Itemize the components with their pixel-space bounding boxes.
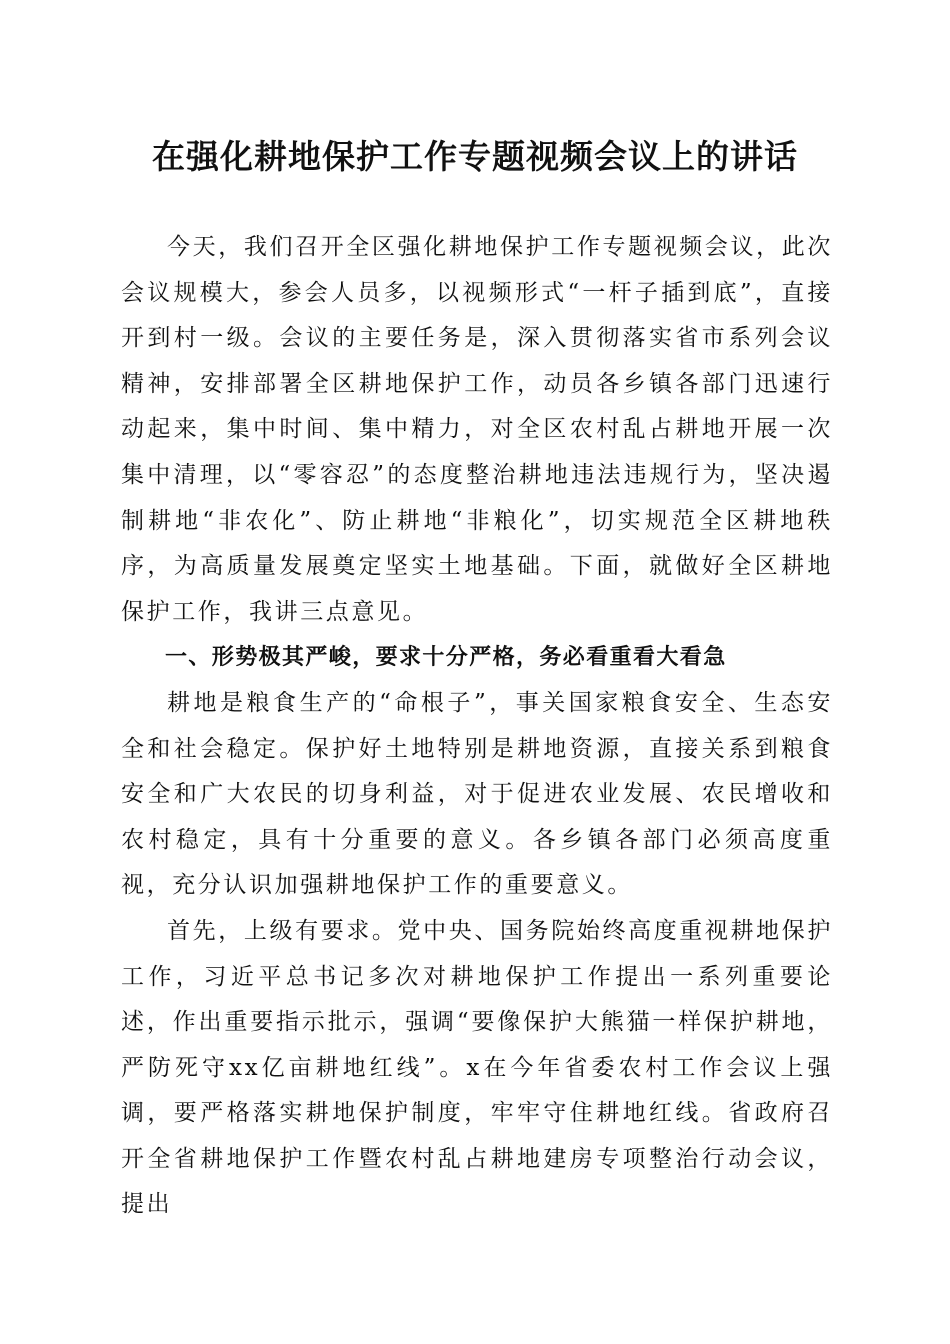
section-heading: 一、形势极其严峻，要求十分严格，务必看重看大看急 <box>165 645 727 671</box>
intro-paragraph: 今天，我们召开全区强化耕地保护工作专题视频会议，此次会议规模大，参会人员多，以视频形式“一杆子插到底”，直接开到村一级。会议的主要任务是，深入贯彻落实省市系列会议精神，安排部署全区耕地保护工作，动员各乡镇各部门迅速行动起来，集中时间、集中精力，对全区农村乱占耕地开展一次集中清理，以“零容忍”的态度整治耕地违法违规行为，坚决遏制耕地“非农化”、防止耕地“非粮化”，切实规范全区耕地秩序，为高质量发展奠定坚实土地基础。下面，就做好全区耕地保护工作，我讲三点意见。 <box>121 234 833 625</box>
section-paragraph-1: 耕地是粮食生产的“命根子”，事关国家粮食安全、生态安全和社会稳定。保护好土地特别是耕地资源，直接关系到粮食安全和广大农民的切身利益，对于促进农业发展、农民增收和农村稳定，具有十分重要的意义。各乡镇各部门必须高度重视，充分认识加强耕地保护工作的重要意义。 <box>121 689 833 899</box>
document-body <box>121 225 833 1228</box>
document-title: 在强化耕地保护工作专题视频会议上的讲话 <box>152 137 798 176</box>
section-paragraph-2: 首先，上级有要求。党中央、国务院始终高度重视耕地保护工作，习近平总书记多次对耕地保护工作提出一系列重要论述，作出重要指示批示，强调“要像保护大熊猫一样保护耕地，严防死守xx亿亩耕地红线”。x在今年省委农村工作会议上强调，要严格落实耕地保护制度，牢牢守住耕地红线。省政府召开全省耕地保护工作暨农村乱占耕地建房专项整治行动会议，提出 <box>121 917 833 1218</box>
